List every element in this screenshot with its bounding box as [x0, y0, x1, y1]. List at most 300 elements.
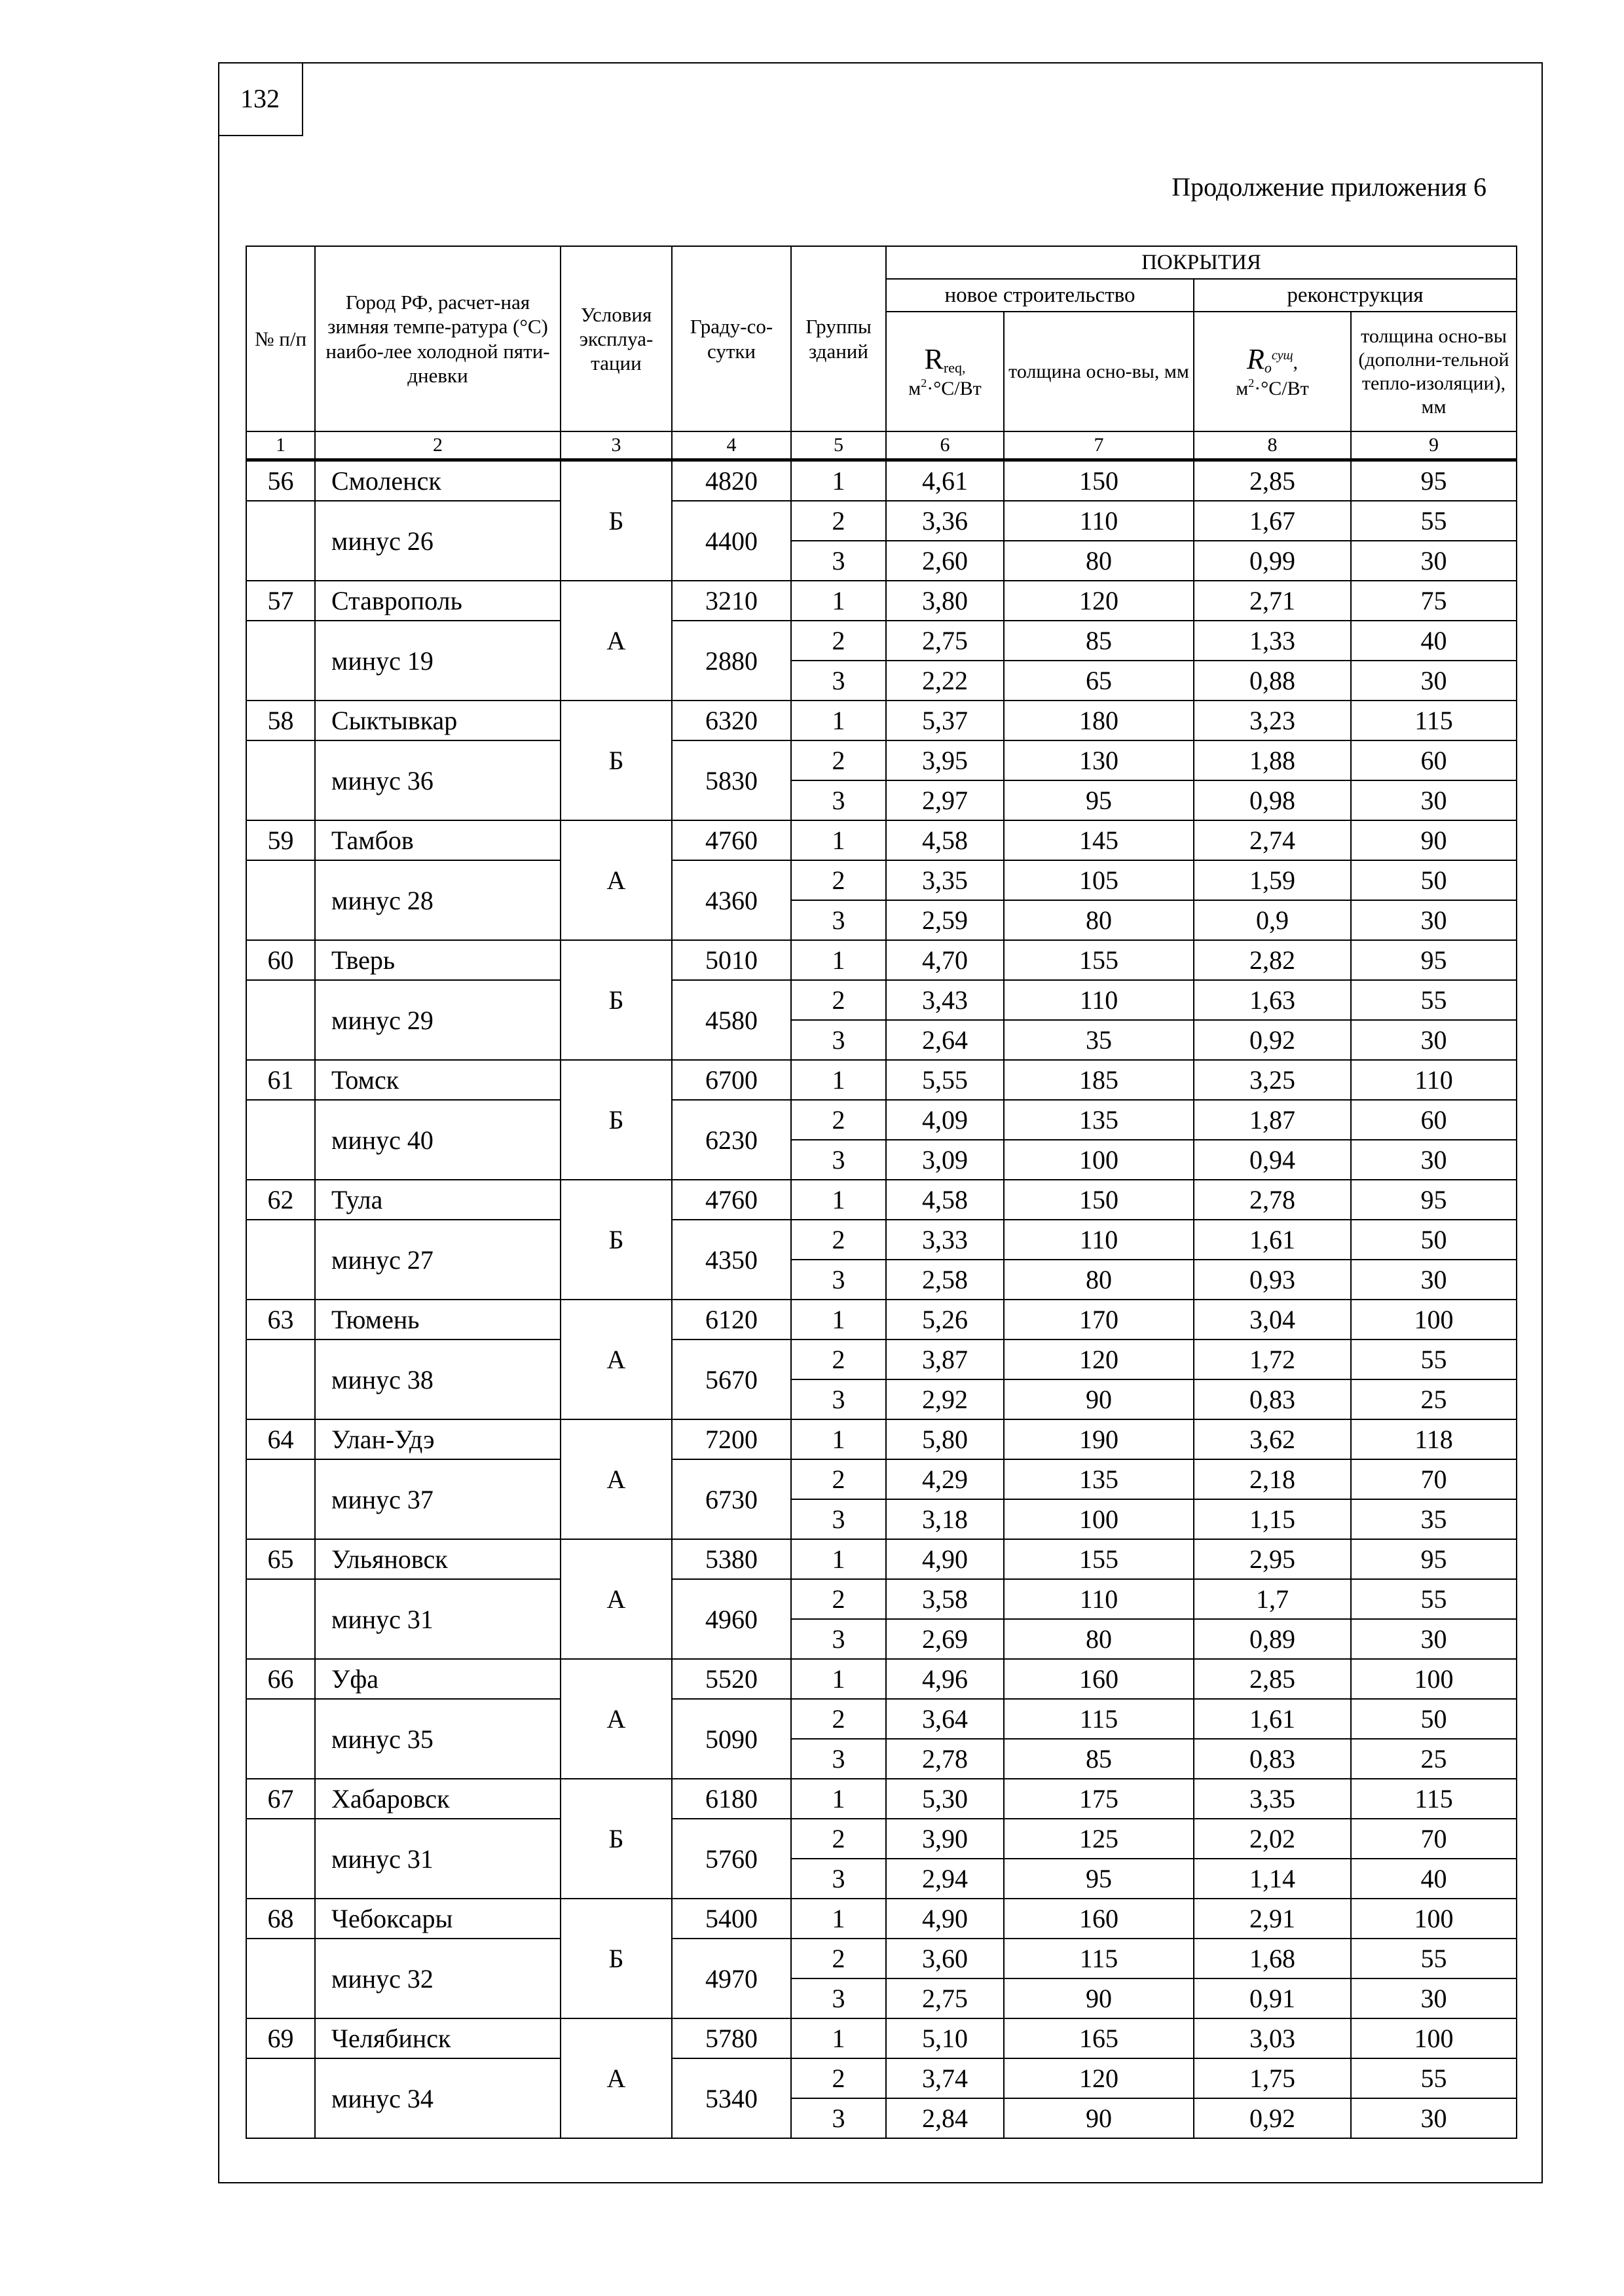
table-row: [246, 460, 1517, 501]
r-req-value: 2,69: [886, 1619, 1004, 1659]
table-row: [246, 1180, 1517, 1220]
operating-condition: Б: [561, 1060, 672, 1180]
page-number: 132: [218, 62, 303, 136]
r-existing-value: 2,18: [1194, 1459, 1351, 1499]
degree-days-primary: 4820: [672, 460, 791, 501]
insulation-thickness-value: 30: [1351, 661, 1517, 701]
base-thickness-value: 90: [1004, 1978, 1194, 2018]
base-thickness-value: 90: [1004, 2098, 1194, 2138]
r-existing-value: 2,95: [1194, 1539, 1351, 1579]
operating-condition: Б: [561, 460, 672, 581]
degree-days-primary: 5520: [672, 1659, 791, 1699]
table-row: [246, 2058, 1517, 2098]
r-req-value: 4,90: [886, 1539, 1004, 1579]
r-req-value: 3,80: [886, 581, 1004, 621]
r-req-value: 5,80: [886, 1419, 1004, 1459]
table-row: [246, 621, 1517, 661]
insulation-thickness-value: 60: [1351, 740, 1517, 780]
table-row: [246, 1939, 1517, 1978]
r-existing-value: 3,23: [1194, 701, 1351, 740]
table-row: [246, 1699, 1517, 1739]
r-existing-value: 3,62: [1194, 1419, 1351, 1459]
base-thickness-value: 110: [1004, 1220, 1194, 1260]
column-number: 5: [791, 431, 886, 460]
r-existing-value: 2,71: [1194, 581, 1351, 621]
building-group: 1: [791, 2018, 886, 2058]
column-number: 1: [246, 431, 315, 460]
insulation-thickness-value: 110: [1351, 1060, 1517, 1100]
insulation-thickness-value: 95: [1351, 940, 1517, 980]
insulation-thickness-value: 30: [1351, 1978, 1517, 2018]
table-row: [246, 740, 1517, 780]
building-group: 1: [791, 1060, 886, 1100]
operating-condition: А: [561, 2018, 672, 2138]
insulation-thickness-value: 70: [1351, 1819, 1517, 1859]
r-req-value: 3,60: [886, 1939, 1004, 1978]
degree-days-primary: 3210: [672, 581, 791, 621]
column-number: 7: [1004, 431, 1194, 460]
base-thickness-value: 145: [1004, 820, 1194, 860]
header-building-groups: Группы зданий: [791, 246, 886, 431]
degree-days-secondary: 5670: [672, 1339, 791, 1419]
base-thickness-value: 185: [1004, 1060, 1194, 1100]
base-thickness-value: 120: [1004, 1339, 1194, 1379]
insulation-thickness-value: 115: [1351, 1779, 1517, 1819]
building-group: 3: [791, 1020, 886, 1060]
column-number: 2: [315, 431, 561, 460]
row-number: 56: [246, 460, 315, 501]
building-group: 2: [791, 1220, 886, 1260]
header-degree-days: Граду-со-сутки: [672, 246, 791, 431]
table-row: [246, 1779, 1517, 1819]
r-existing-value: 0,99: [1194, 541, 1351, 581]
operating-condition: Б: [561, 1779, 672, 1899]
design-temperature: минус 34: [315, 2058, 561, 2138]
degree-days-secondary: 5830: [672, 740, 791, 820]
building-group: 1: [791, 701, 886, 740]
building-group: 3: [791, 541, 886, 581]
r-req-value: 2,78: [886, 1739, 1004, 1779]
r-req-value: 3,90: [886, 1819, 1004, 1859]
row-number: 64: [246, 1419, 315, 1459]
base-thickness-value: 80: [1004, 541, 1194, 581]
building-group: 1: [791, 1899, 886, 1939]
row-number-blank: [246, 501, 315, 581]
r-existing-value: 1,61: [1194, 1220, 1351, 1260]
design-temperature: минус 26: [315, 501, 561, 581]
building-group: 1: [791, 581, 886, 621]
header-city-temperature: Город РФ, расчет-ная зимняя темпе-ратура (°С) наибо-лее холодной пяти-дневки: [315, 246, 561, 431]
r-req-value: 4,90: [886, 1899, 1004, 1939]
table-row: [246, 2018, 1517, 2058]
insulation-thickness-value: 30: [1351, 2098, 1517, 2138]
base-thickness-value: 95: [1004, 1859, 1194, 1899]
building-group: 1: [791, 820, 886, 860]
table-row: [246, 1220, 1517, 1260]
city-name: Тула: [315, 1180, 561, 1220]
design-temperature: минус 36: [315, 740, 561, 820]
operating-condition: Б: [561, 1180, 672, 1300]
table-row: [246, 581, 1517, 621]
operating-condition: А: [561, 581, 672, 701]
column-number: 9: [1351, 431, 1517, 460]
insulation-thickness-value: 100: [1351, 1899, 1517, 1939]
design-temperature: минус 31: [315, 1819, 561, 1899]
row-number: 69: [246, 2018, 315, 2058]
building-group: 3: [791, 1859, 886, 1899]
r-req-value: 2,60: [886, 541, 1004, 581]
base-thickness-value: 105: [1004, 860, 1194, 900]
operating-condition: А: [561, 1539, 672, 1659]
r-req-value: 4,29: [886, 1459, 1004, 1499]
building-group: 1: [791, 1180, 886, 1220]
base-thickness-value: 135: [1004, 1459, 1194, 1499]
header-base-thickness: толщина осно-вы, мм: [1004, 312, 1194, 431]
document-subtitle: Продолжение приложения 6: [1172, 172, 1486, 202]
insulation-thickness-value: 55: [1351, 2058, 1517, 2098]
column-number: 3: [561, 431, 672, 460]
r-req-value: 3,87: [886, 1339, 1004, 1379]
r-req-value: 3,36: [886, 501, 1004, 541]
building-group: 2: [791, 860, 886, 900]
column-number: 6: [886, 431, 1004, 460]
design-temperature: минус 38: [315, 1339, 561, 1419]
r-existing-value: 1,14: [1194, 1859, 1351, 1899]
r-req-value: 2,92: [886, 1379, 1004, 1419]
base-thickness-value: 90: [1004, 1379, 1194, 1419]
degree-days-primary: 6180: [672, 1779, 791, 1819]
header-operating-conditions: Условия эксплуа-тации: [561, 246, 672, 431]
row-number-blank: [246, 1699, 315, 1779]
degree-days-secondary: 6730: [672, 1459, 791, 1539]
row-number-blank: [246, 1100, 315, 1180]
table-row: [246, 1300, 1517, 1339]
base-thickness-value: 80: [1004, 1260, 1194, 1300]
r-existing-value: 1,87: [1194, 1100, 1351, 1140]
base-thickness-value: 130: [1004, 740, 1194, 780]
building-group: 2: [791, 2058, 886, 2098]
r-req-value: 4,96: [886, 1659, 1004, 1699]
r-existing-value: 1,75: [1194, 2058, 1351, 2098]
r-existing-value: 0,92: [1194, 2098, 1351, 2138]
row-number-blank: [246, 1819, 315, 1899]
city-name: Томск: [315, 1060, 561, 1100]
building-group: 3: [791, 780, 886, 820]
city-group: [246, 1060, 1517, 1180]
table-row: [246, 1659, 1517, 1699]
building-group: 1: [791, 1300, 886, 1339]
row-number-blank: [246, 1459, 315, 1539]
r-req-value: 2,22: [886, 661, 1004, 701]
insulation-thickness-value: 30: [1351, 900, 1517, 940]
degree-days-primary: 5010: [672, 940, 791, 980]
city-group: [246, 460, 1517, 581]
city-group: [246, 1180, 1517, 1300]
base-thickness-value: 100: [1004, 1499, 1194, 1539]
r-existing-value: 1,88: [1194, 740, 1351, 780]
building-group: 3: [791, 900, 886, 940]
row-number: 65: [246, 1539, 315, 1579]
degree-days-secondary: 4580: [672, 980, 791, 1060]
insulation-thickness-value: 60: [1351, 1100, 1517, 1140]
design-temperature: минус 40: [315, 1100, 561, 1180]
header-r-req: $R_{req,}$ $м^2\cdot^\circ С/Вт$: [886, 312, 1004, 431]
r-req-value: 5,26: [886, 1300, 1004, 1339]
row-number: 66: [246, 1659, 315, 1699]
operating-condition: А: [561, 1300, 672, 1419]
city-name: Тамбов: [315, 820, 561, 860]
r-req-value: 3,58: [886, 1579, 1004, 1619]
r-req-value: 5,55: [886, 1060, 1004, 1100]
base-thickness-value: 120: [1004, 581, 1194, 621]
insulation-thickness-value: 90: [1351, 820, 1517, 860]
table-row: [246, 701, 1517, 740]
base-thickness-value: 110: [1004, 980, 1194, 1020]
r-req-value: 3,95: [886, 740, 1004, 780]
city-group: [246, 581, 1517, 701]
r-req-value: 4,09: [886, 1100, 1004, 1140]
r-req-value: 3,09: [886, 1140, 1004, 1180]
city-name: Тверь: [315, 940, 561, 980]
header-insulation-thickness: толщина осно-вы (дополни-тельной тепло-изоляции), мм: [1351, 312, 1517, 431]
insulation-thickness-value: 115: [1351, 701, 1517, 740]
building-group: 3: [791, 1978, 886, 2018]
base-thickness-value: 85: [1004, 621, 1194, 661]
operating-condition: Б: [561, 701, 672, 820]
row-number: 61: [246, 1060, 315, 1100]
design-temperature: минус 37: [315, 1459, 561, 1539]
base-thickness-value: 120: [1004, 2058, 1194, 2098]
building-group: 3: [791, 1619, 886, 1659]
base-thickness-value: 150: [1004, 460, 1194, 501]
header-reconstruction: реконструкция: [1194, 279, 1517, 312]
base-thickness-value: 115: [1004, 1939, 1194, 1978]
city-name: Уфа: [315, 1659, 561, 1699]
insulation-thickness-value: 35: [1351, 1499, 1517, 1539]
r-req-value: 5,37: [886, 701, 1004, 740]
building-group: 2: [791, 740, 886, 780]
r-existing-value: 1,68: [1194, 1939, 1351, 1978]
insulation-thickness-value: 95: [1351, 460, 1517, 501]
building-group: 3: [791, 1739, 886, 1779]
r-existing-value: 1,67: [1194, 501, 1351, 541]
building-group: 2: [791, 1939, 886, 1978]
row-number-blank: [246, 1220, 315, 1300]
table-row: [246, 1899, 1517, 1939]
row-number-blank: [246, 980, 315, 1060]
r-existing-value: 0,83: [1194, 1379, 1351, 1419]
building-group: 2: [791, 1459, 886, 1499]
r-req-value: 2,59: [886, 900, 1004, 940]
r-existing-value: 2,85: [1194, 460, 1351, 501]
design-temperature: минус 19: [315, 621, 561, 701]
building-group: 2: [791, 1339, 886, 1379]
table-row: [246, 1539, 1517, 1579]
insulation-thickness-value: 40: [1351, 1859, 1517, 1899]
r-existing-value: 3,03: [1194, 2018, 1351, 2058]
table-row: [246, 820, 1517, 860]
column-number: 8: [1194, 431, 1351, 460]
degree-days-primary: 4760: [672, 1180, 791, 1220]
table-row: [246, 1100, 1517, 1140]
row-number-blank: [246, 2058, 315, 2138]
r-existing-value: 1,72: [1194, 1339, 1351, 1379]
r-existing-value: 2,02: [1194, 1819, 1351, 1859]
header-number: № п/п: [246, 246, 315, 431]
design-temperature: минус 32: [315, 1939, 561, 2018]
insulation-thickness-value: 118: [1351, 1419, 1517, 1459]
degree-days-secondary: 5090: [672, 1699, 791, 1779]
city-name: Чебоксары: [315, 1899, 561, 1939]
insulation-thickness-value: 55: [1351, 1339, 1517, 1379]
operating-condition: А: [561, 820, 672, 940]
design-temperature: минус 28: [315, 860, 561, 940]
building-group: 1: [791, 460, 886, 501]
table-row: [246, 1060, 1517, 1100]
base-thickness-value: 160: [1004, 1659, 1194, 1699]
column-numbers-row: [246, 431, 1517, 460]
building-group: 1: [791, 1539, 886, 1579]
city-group: [246, 1899, 1517, 2018]
city-name: Челябинск: [315, 2018, 561, 2058]
building-group: 2: [791, 621, 886, 661]
building-group: 3: [791, 1499, 886, 1539]
table-header: [246, 246, 1517, 460]
r-req-value: 3,35: [886, 860, 1004, 900]
base-thickness-value: 160: [1004, 1899, 1194, 1939]
table-row: [246, 1459, 1517, 1499]
building-group: 3: [791, 661, 886, 701]
base-thickness-value: 190: [1004, 1419, 1194, 1459]
table-row: [246, 1579, 1517, 1619]
row-number-blank: [246, 1579, 315, 1659]
r-existing-value: 0,91: [1194, 1978, 1351, 2018]
row-number-blank: [246, 621, 315, 701]
table-row: [246, 1339, 1517, 1379]
insulation-thickness-value: 75: [1351, 581, 1517, 621]
r-existing-value: 2,78: [1194, 1180, 1351, 1220]
city-group: [246, 1659, 1517, 1779]
table-row: [246, 860, 1517, 900]
row-number-blank: [246, 740, 315, 820]
row-number: 59: [246, 820, 315, 860]
table-row: [246, 940, 1517, 980]
base-thickness-value: 170: [1004, 1300, 1194, 1339]
r-req-value: 2,84: [886, 2098, 1004, 2138]
base-thickness-value: 80: [1004, 1619, 1194, 1659]
insulation-thickness-value: 25: [1351, 1739, 1517, 1779]
row-number: 60: [246, 940, 315, 980]
row-number: 57: [246, 581, 315, 621]
building-group: 1: [791, 940, 886, 980]
insulation-thickness-value: 30: [1351, 541, 1517, 581]
insulation-thickness-value: 40: [1351, 621, 1517, 661]
city-group: [246, 940, 1517, 1060]
r-existing-value: 3,04: [1194, 1300, 1351, 1339]
base-thickness-value: 180: [1004, 701, 1194, 740]
row-number: 58: [246, 701, 315, 740]
r-existing-value: 1,63: [1194, 980, 1351, 1020]
row-number-blank: [246, 1339, 315, 1419]
building-group: 3: [791, 2098, 886, 2138]
building-group: 1: [791, 1659, 886, 1699]
r-existing-value: 2,74: [1194, 820, 1351, 860]
degree-days-secondary: 4350: [672, 1220, 791, 1300]
insulation-thickness-value: 95: [1351, 1539, 1517, 1579]
r-req-value: 2,75: [886, 621, 1004, 661]
r-existing-value: 1,33: [1194, 621, 1351, 661]
base-thickness-value: 155: [1004, 1539, 1194, 1579]
building-group: 2: [791, 980, 886, 1020]
base-thickness-value: 115: [1004, 1699, 1194, 1739]
building-group: 3: [791, 1379, 886, 1419]
insulation-thickness-value: 55: [1351, 501, 1517, 541]
building-group: 1: [791, 1419, 886, 1459]
degree-days-primary: 7200: [672, 1419, 791, 1459]
r-existing-value: 0,83: [1194, 1739, 1351, 1779]
building-group: 2: [791, 1819, 886, 1859]
r-req-value: 5,30: [886, 1779, 1004, 1819]
r-existing-value: 1,61: [1194, 1699, 1351, 1739]
r-existing-value: 0,89: [1194, 1619, 1351, 1659]
insulation-thickness-value: 30: [1351, 1260, 1517, 1300]
r-req-value: 3,43: [886, 980, 1004, 1020]
insulation-thickness-value: 95: [1351, 1180, 1517, 1220]
r-existing-value: 2,82: [1194, 940, 1351, 980]
building-group: 1: [791, 1779, 886, 1819]
base-thickness-value: 110: [1004, 1579, 1194, 1619]
city-group: [246, 1419, 1517, 1539]
r-existing-value: 3,25: [1194, 1060, 1351, 1100]
insulation-thickness-value: 50: [1351, 1220, 1517, 1260]
r-req-value: 3,18: [886, 1499, 1004, 1539]
header-new-construction: новое строительство: [886, 279, 1194, 312]
base-thickness-value: 95: [1004, 780, 1194, 820]
base-thickness-value: 85: [1004, 1739, 1194, 1779]
degree-days-secondary: 4960: [672, 1579, 791, 1659]
insulation-thickness-value: 50: [1351, 860, 1517, 900]
base-thickness-value: 80: [1004, 900, 1194, 940]
r-req-value: 2,94: [886, 1859, 1004, 1899]
insulation-thickness-value: 100: [1351, 2018, 1517, 2058]
base-thickness-value: 100: [1004, 1140, 1194, 1180]
city-name: Тюмень: [315, 1300, 561, 1339]
degree-days-secondary: 6230: [672, 1100, 791, 1180]
header-coverings: ПОКРЫТИЯ: [886, 246, 1517, 279]
table-row: [246, 1419, 1517, 1459]
r-existing-value: 0,92: [1194, 1020, 1351, 1060]
row-number-blank: [246, 1939, 315, 2018]
base-thickness-value: 150: [1004, 1180, 1194, 1220]
city-group: [246, 1539, 1517, 1659]
base-thickness-value: 155: [1004, 940, 1194, 980]
design-temperature: минус 35: [315, 1699, 561, 1779]
r-existing-value: 2,91: [1194, 1899, 1351, 1939]
building-group: 2: [791, 1100, 886, 1140]
r-req-value: 4,70: [886, 940, 1004, 980]
row-number: 67: [246, 1779, 315, 1819]
city-name: Смоленск: [315, 460, 561, 501]
base-thickness-value: 175: [1004, 1779, 1194, 1819]
operating-condition: А: [561, 1419, 672, 1539]
insulation-thickness-value: 30: [1351, 780, 1517, 820]
degree-days-primary: 4760: [672, 820, 791, 860]
building-group: 2: [791, 501, 886, 541]
insulation-thickness-value: 70: [1351, 1459, 1517, 1499]
column-number: 4: [672, 431, 791, 460]
r-req-value: 4,58: [886, 820, 1004, 860]
city-name: Хабаровск: [315, 1779, 561, 1819]
